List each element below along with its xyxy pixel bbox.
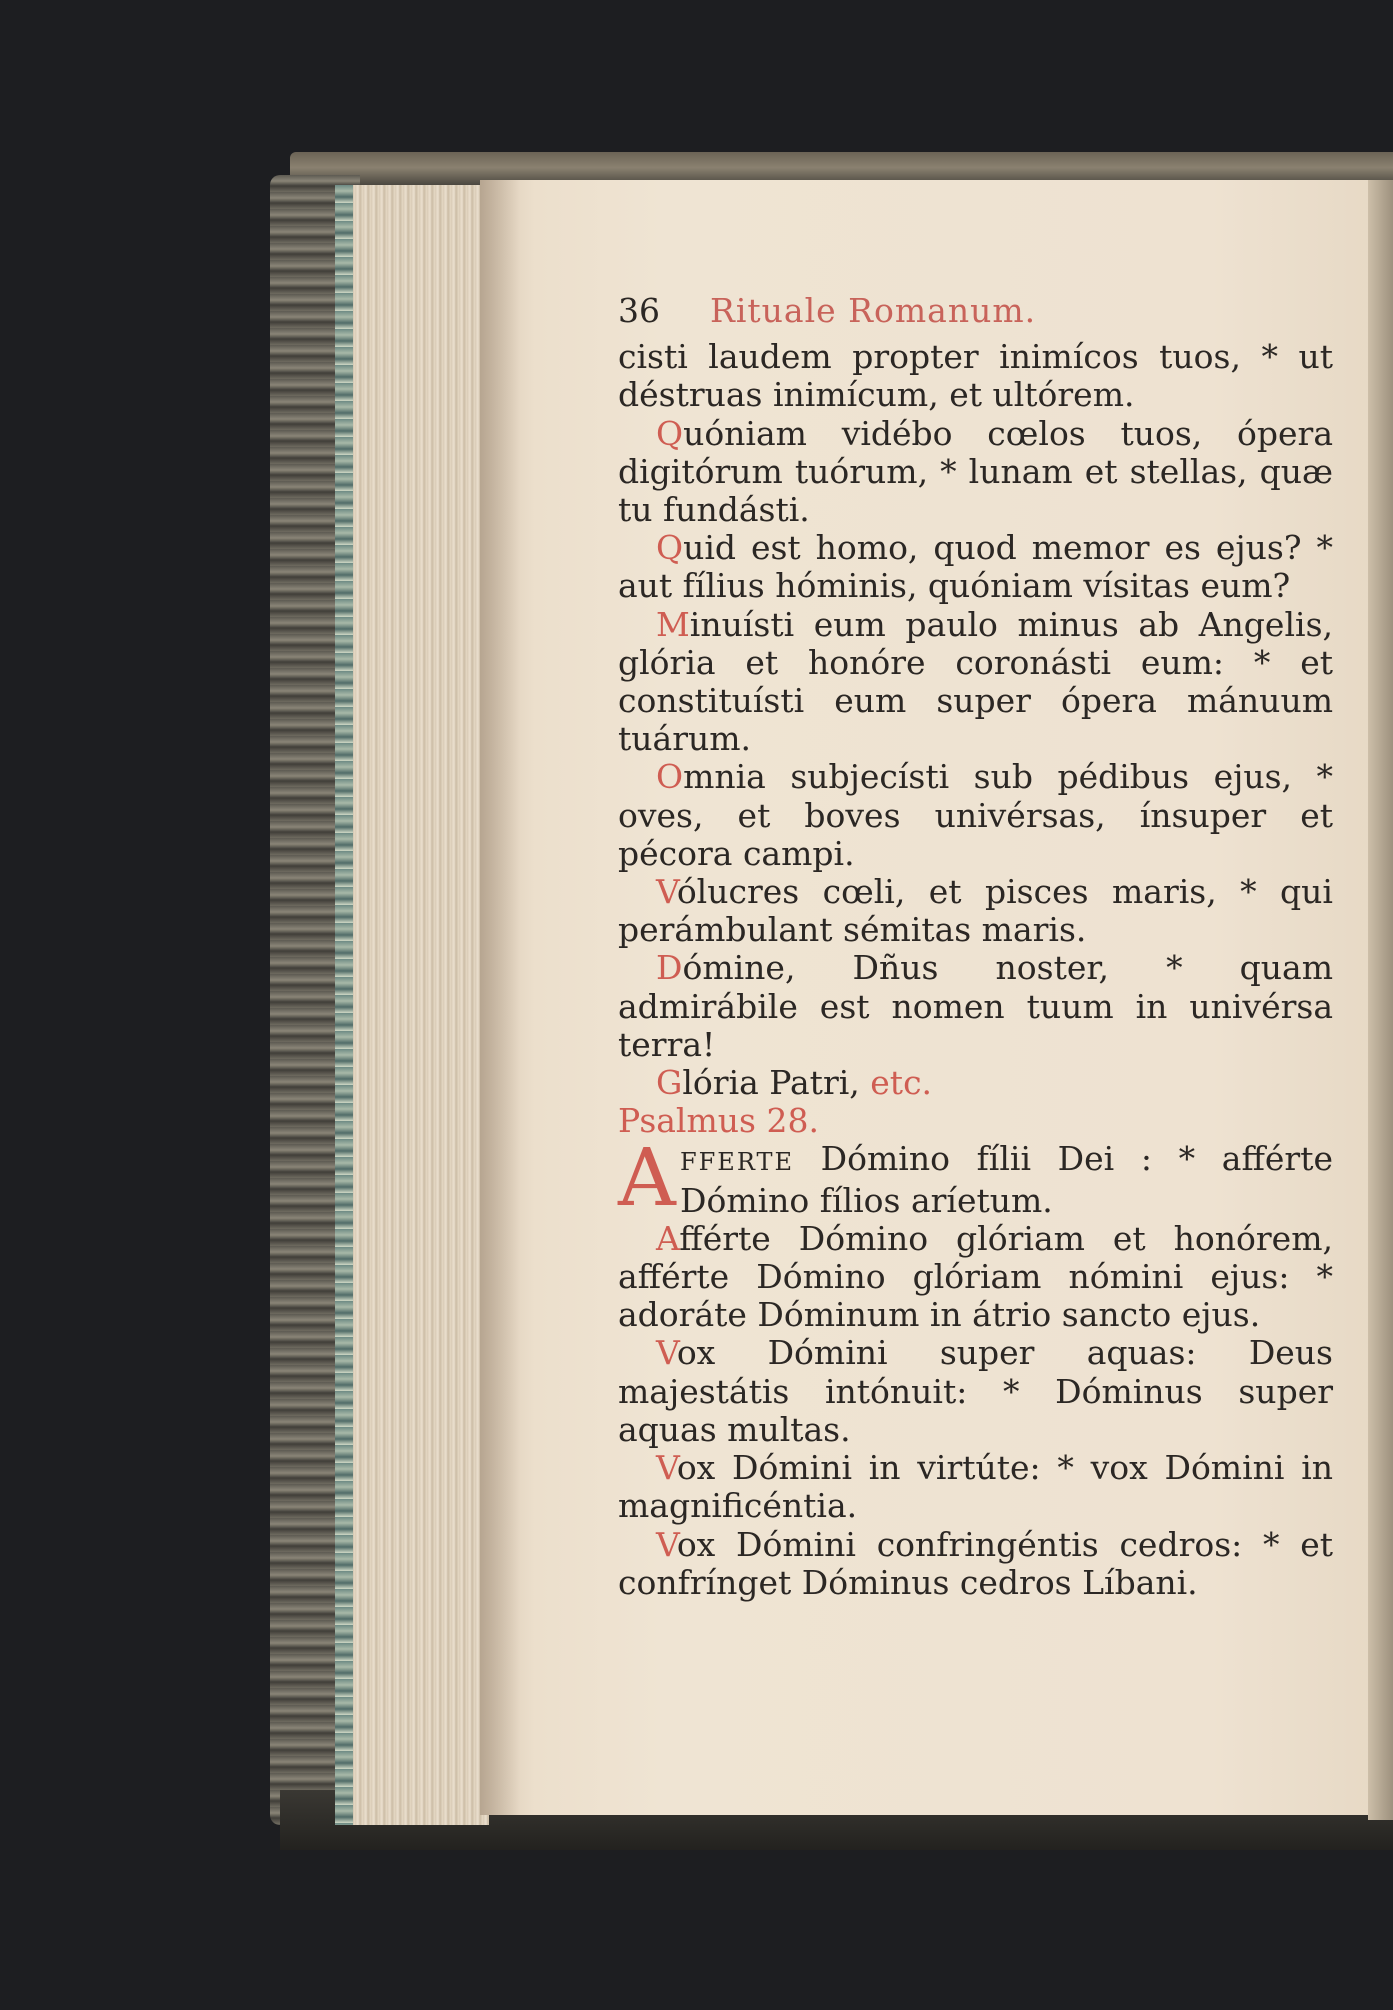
verse-line: cisti laudem propter inimícos tuos, * ut déstruas inimícum, et ultórem. [618,337,1333,415]
verse-line: Quid est homo, quod memor es ejus? * aut fílius hóminis, quóniam vísitas eum? [618,528,1333,606]
psalm-title: Psalmus 28. [618,1101,819,1141]
marbled-edge [335,185,353,1825]
verse-line: Vox Dómini super aquas: Deus majestátis intónuit: * Dóminus super aquas multas. [618,1333,1333,1449]
verse-line: FFERTE Dómino fílii Dei : * afférte Dómino fílios aríetum. [680,1139,1333,1220]
verse-line: Dómine, Dñus noster, * quam admirábile est nomen tuum in univérsa terra! [618,948,1333,1064]
page-right-edge [1368,180,1393,1820]
page-header [618,292,1333,330]
verse-line: Quóniam vidébo cœlos tuos, ópera digitórum tuórum, * lunam et stellas, quæ tu fundásti. [618,413,1333,530]
verse-line: Vólucres cœli, et pisces maris, * qui perámbulant sémitas maris. [618,872,1333,950]
page-edges [335,185,489,1825]
drop-cap: A [618,1131,676,1225]
verse-line: Omnia subjecísti sub pédibus ejus, * oves, et boves univérsas, ínsuper et pécora campi. [618,757,1333,873]
verse-line: Minuísti eum paulo minus ab Angelis, glória et honóre coronásti eum: * et constituísti eum super ópera mánuum tuárum. [618,604,1333,759]
running-title: Rituale Romanum. [710,291,1037,330]
page-text [618,292,1333,1602]
verse-line: Vox Dómini in virtúte: * vox Dómini in magnificéntia. [618,1448,1333,1526]
gloria-line: Glória Patri, etc. [656,1063,933,1103]
page-number: 36 [618,291,660,330]
gutter-shadow [480,180,520,1815]
verse-line: Afférte Dómino glóriam et honórem, afférte Dómino glóriam nómini ejus: * adoráte Dóminum in átrio sancto ejus. [618,1218,1333,1335]
verse-line: Vox Dómini confringéntis cedros: * et confrínget Dóminus cedros Líbani. [618,1524,1333,1602]
psalm-opening [618,1131,1333,1225]
